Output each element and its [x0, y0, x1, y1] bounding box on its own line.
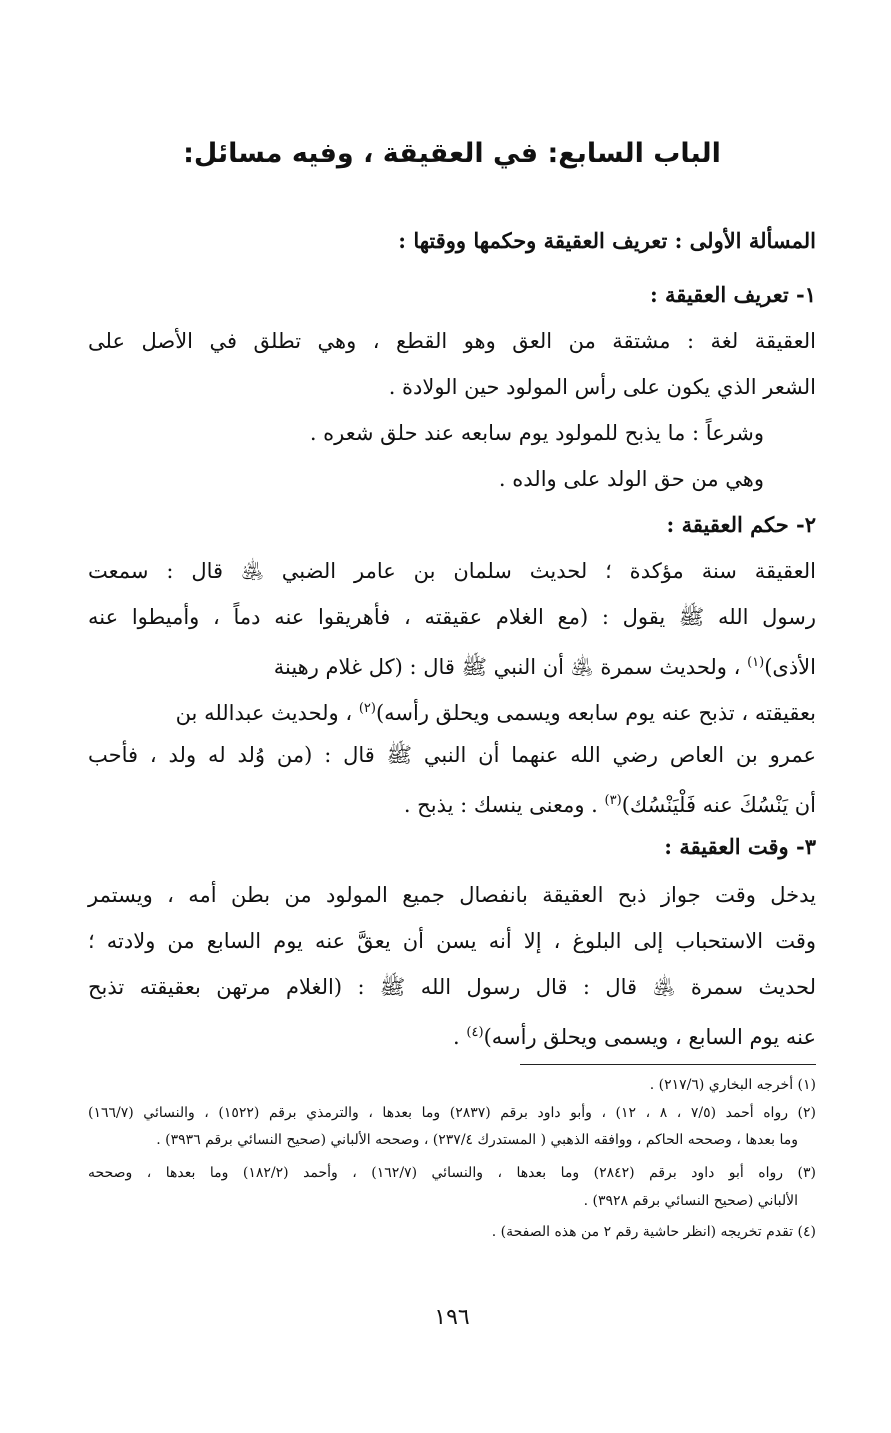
sec3-line-2: وقت الاستحباب إلى البلوغ ، إلا أنه يسن أن يعقَّ عنه يوم السابع من ولادته ؛	[88, 929, 816, 953]
sec2-line-4a: بعقيقته ، تذبح عنه يوم سابعه ويسمى ويحلق رأسه)	[375, 701, 816, 725]
footnote-ref-3: (٣)	[604, 793, 622, 808]
chapter-title: الباب السابع: في العقيقة ، وفيه مسائل:	[183, 138, 721, 169]
sec2-line-3b: ، ولحديث سمرة ﵁ أن النبي ﷺ قال : (كل غلام رهينة	[273, 655, 741, 679]
book-page	[88, 0, 816, 1433]
section-1-heading: ١- تعريف العقيقة :	[649, 282, 816, 307]
footnote-ref-2: (٢)	[358, 701, 376, 716]
footnote-3-cont: الألباني (صحيح النسائي برقم ٣٩٢٨) .	[583, 1193, 798, 1209]
footnote-ref-4: (٤)	[466, 1025, 484, 1040]
sec1-line-2: الشعر الذي يكون على رأس المولود حين الولادة .	[388, 375, 816, 399]
section-2-heading: ٢- حكم العقيقة :	[666, 512, 816, 537]
sec3-line-3: لحديث سمرة ﵁ قال : قال رسول الله ﷺ : (الغلام مرتهن بعقيقته تذبح	[88, 975, 816, 999]
sec2-line-2: رسول الله ﷺ يقول : (مع الغلام عقيقته ، فأهريقوا عنه دماً ، وأميطوا عنه	[88, 605, 816, 629]
footnote-divider	[520, 1064, 816, 1065]
sec2-line-6b: . ومعنى ينسك : يذبح .	[403, 793, 598, 817]
sec2-line-4	[88, 694, 816, 728]
sec2-line-5: عمرو بن العاص رضي الله عنهما أن النبي ﷺ قال : (من وُلد له ولد ، فأحب	[88, 743, 816, 767]
footnote-3: (٣) رواه أبو داود برقم (٢٨٤٢) وما بعدها ، والنسائي (١٦٢/٧) ، وأحمد (١٨٢/٢) وما بعدها ، وصححه	[88, 1165, 816, 1181]
footnote-1: (١) أخرجه البخاري (٢١٧/٦) .	[649, 1077, 816, 1093]
sec1-line-1: العقيقة لغة : مشتقة من العق وهو القطع ، وهي تطلق في الأصل على	[88, 329, 816, 353]
sec2-line-3	[88, 648, 816, 682]
footnote-2: (٢) رواه أحمد (٧/٥ ، ٨ ، ١٢) ، وأبو داود برقم (٢٨٣٧) وما بعدها ، والترمذي برقم (١٥٢٢) ، والنسائي (١٦٦/٧)	[88, 1105, 816, 1121]
sec2-line-1: العقيقة سنة مؤكدة ؛ لحديث سلمان بن عامر الضبي ﵁ قال : سمعت	[88, 559, 816, 583]
sec3-line-4a: عنه يوم السابع ، ويسمى ويحلق رأسه)	[483, 1025, 816, 1049]
sec3-line-4b: .	[453, 1025, 460, 1049]
sec3-line-4	[88, 1018, 816, 1052]
sec2-line-6a: أن يَنْسُكَ عنه فَلْيَنْسُك)	[621, 793, 816, 817]
sec1-line-4: وهي من حق الولد على والده .	[498, 467, 764, 491]
footnote-4: (٤) تقدم تخريجه (انظر حاشية رقم ٢ من هذه الصفحة) .	[491, 1224, 816, 1240]
issue-heading: المسألة الأولى : تعريف العقيقة وحكمها ووقتها :	[398, 228, 816, 253]
sec1-line-3: وشرعاً : ما يذبح للمولود يوم سابعه عند حلق شعره .	[309, 421, 764, 445]
footnote-ref-1: (١)	[747, 655, 765, 670]
sec2-line-6	[88, 786, 816, 820]
sec2-line-3a: الأذى)	[764, 655, 816, 679]
section-3-heading: ٣- وقت العقيقة :	[664, 834, 816, 859]
page-number: ١٩٦	[434, 1305, 470, 1330]
sec2-line-4b: ، ولحديث عبدالله بن	[175, 701, 353, 725]
sec3-line-1: يدخل وقت جواز ذبح العقيقة بانفصال جميع المولود من بطن أمه ، ويستمر	[88, 883, 816, 907]
footnote-2-cont: وما بعدها ، وصححه الحاكم ، ووافقه الذهبي ( المستدرك ٢٣٧/٤) ، وصححه الألباني (صحيح النسائي برقم ٣٩٣٦) .	[156, 1132, 798, 1148]
